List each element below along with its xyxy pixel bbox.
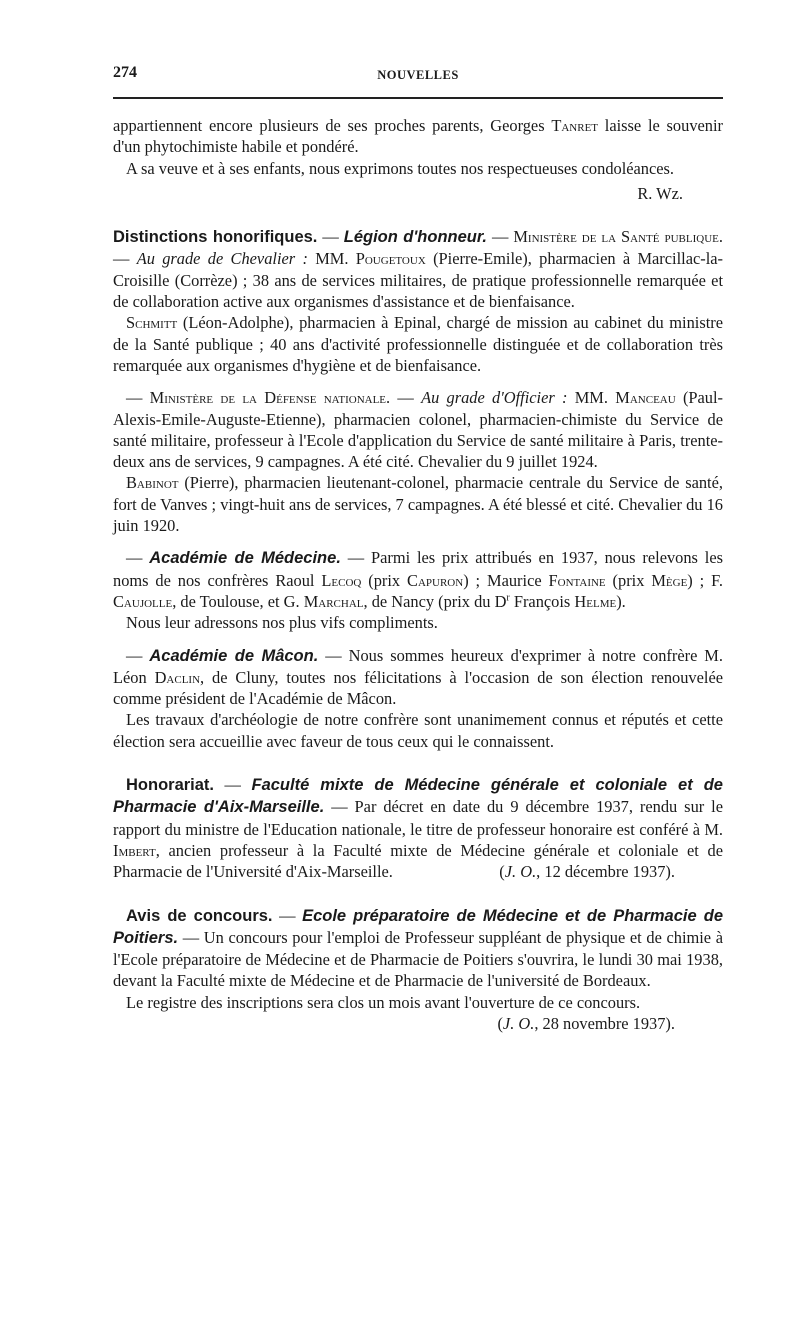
person-name: Daclin	[154, 667, 201, 687]
academie-macon-paragraph-2: Les travaux d'archéologie de notre confrère sont unanimement connus et réputés et cette élection sera accueillie avec faveur de tous ceux qui le connaissent.	[113, 710, 723, 751]
signature: R. Wz.	[637, 183, 683, 203]
running-title: NOUVELLES	[377, 68, 459, 82]
person-name: Babinot	[126, 473, 179, 493]
person-name: Schmitt	[126, 313, 178, 333]
journal-reference: (J. O., 28 novembre 1937).	[497, 1013, 675, 1033]
person-name: Imbert	[113, 840, 156, 860]
academie-medecine-paragraph: — Académie de Médecine. — Parmi les prix attribués en 1937, nous relevons les noms de nos confrères Raoul Lecoq (prix Capuron) ; Maurice Fontaine (prix Mège) ; F. Caujolle, de Toulouse, et G. Marchal, de Nancy (prix du $D^r$ François Helme).	[113, 548, 724, 611]
section-heading: Avis de concours.	[126, 906, 273, 925]
journal-reference: (J. O., 12 décembre 1937).	[499, 862, 675, 882]
ministry-name: Ministère de la Défense nationale.	[149, 388, 391, 408]
honorariat-paragraph: Honorariat. — Faculté mixte de Médecine générale et coloniale et de Pharmacie d'Aix-Marseille. — Par décret en date du 9 décembre 1937, rendu sur le rapport du ministre de l'Education nationale, le titre de professeur honoraire est conféré à M. Imbert, ancien professeur à la Faculté mixte de Médecine générale et coloniale et de Pharmacie de l'Université d'Aix-Marseille. (J. O., 12 décembre 1937).	[113, 775, 723, 882]
section-heading: Distinctions honorifiques.	[113, 228, 318, 247]
header-rule	[113, 97, 723, 99]
condolences-paragraph: A sa veuve et à ses enfants, nous exprimons toutes nos respectueuses condoléances.	[126, 158, 675, 178]
defense-paragraph-2: Babinot (Pierre), pharmacien lieutenant-colonel, pharmacie centrale du Service de santé, fort de Vanves ; vingt-huit ans de services, 7 campagnes. A été blessé et cité. Chevalier du 16 juin 1920.	[113, 473, 723, 536]
compliments-paragraph: Nous leur adressons nos plus vifs compliments.	[126, 613, 438, 633]
subsection-heading: Faculté mixte de Médecine générale et coloniale et de Pharmacie d'Aix-Marseille.	[113, 776, 723, 817]
ministry-name: Ministère de la Santé publique.	[513, 227, 723, 247]
distinctions-paragraph: Distinctions honorifiques. — Légion d'honneur. — Ministère de la Santé publique. — Au grade de Chevalier : MM. Pougetoux (Pierre-Emile), pharmacien à Marcillac-la-Croisille (Corrèze) ; 38 ans de services militaires, de pratique professionnelle remarquée et de collaboration active aux organismes d'assistance et de bienfaisance.	[113, 227, 723, 312]
subsection-heading: Ecole préparatoire de Médecine et de Pharmacie de Poitiers.	[113, 906, 724, 947]
article-body	[113, 115, 723, 1034]
defense-paragraph: — Ministère de la Défense nationale. — Au grade d'Officier : MM. Manceau (Paul-Alexis-Emile-Auguste-Etienne), pharmacien colonel, pharmacien-chimiste du Service de santé militaire, professeur à l'Ecole d'application du Service de santé militaire à Paris, trente-deux ans de services, 9 campagnes. A été cité. Chevalier du 9 juillet 1924.	[113, 388, 723, 472]
person-name: Tanret	[551, 116, 599, 135]
academie-macon-paragraph: — Académie de Mâcon. — Nous sommes heureux d'exprimer à notre confrère M. Léon Daclin, de Cluny, toutes nos félicitations à l'occasion de son élection renouvelée comme président de l'Académie de Mâcon.	[113, 645, 723, 709]
distinctions-paragraph-2: Schmitt (Léon-Adolphe), pharmacien à Epinal, chargé de mission au cabinet du ministre de la Santé publique ; 40 ans d'activité professionnelle distinguée et de collaboration très remarquée aux organismes d'hygiène et de bienfaisance.	[113, 313, 723, 375]
grade-label: Au grade d'Officier :	[421, 388, 568, 408]
obituary-end-paragraph: appartiennent encore plusieurs de ses proches parents, Georges Tanret laisse le souvenir d'un phytochimiste habile et pondéré.	[113, 116, 723, 157]
section-heading: Honorariat.	[126, 776, 215, 795]
page-header	[113, 62, 723, 86]
page-number: 274	[113, 64, 137, 81]
subsection-heading: Légion d'honneur.	[343, 228, 487, 247]
subsection-heading: Académie de Médecine.	[149, 549, 341, 568]
subsection-heading: Académie de Mâcon.	[149, 646, 319, 665]
concours-paragraph-2: Le registre des inscriptions sera clos un mois avant l'ouverture de ce concours. (J. O., 28 novembre 1937).	[126, 992, 675, 1033]
concours-paragraph: Avis de concours. — Ecole préparatoire de Médecine et de Pharmacie de Poitiers. — Un concours pour l'emploi de Professeur suppléant de physique et de chimie à l'Ecole préparatoire de Médecine et de Pharmacie de Poitiers s'ouvrira, le lundi 30 mai 1938, devant la Faculté mixte de Médecine et de Pharmacie de l'université de Bordeaux.	[113, 905, 724, 991]
grade-label: Au grade de Chevalier :	[136, 249, 308, 269]
person-name: Pougetoux	[355, 249, 426, 269]
person-name: Manceau	[615, 388, 676, 408]
